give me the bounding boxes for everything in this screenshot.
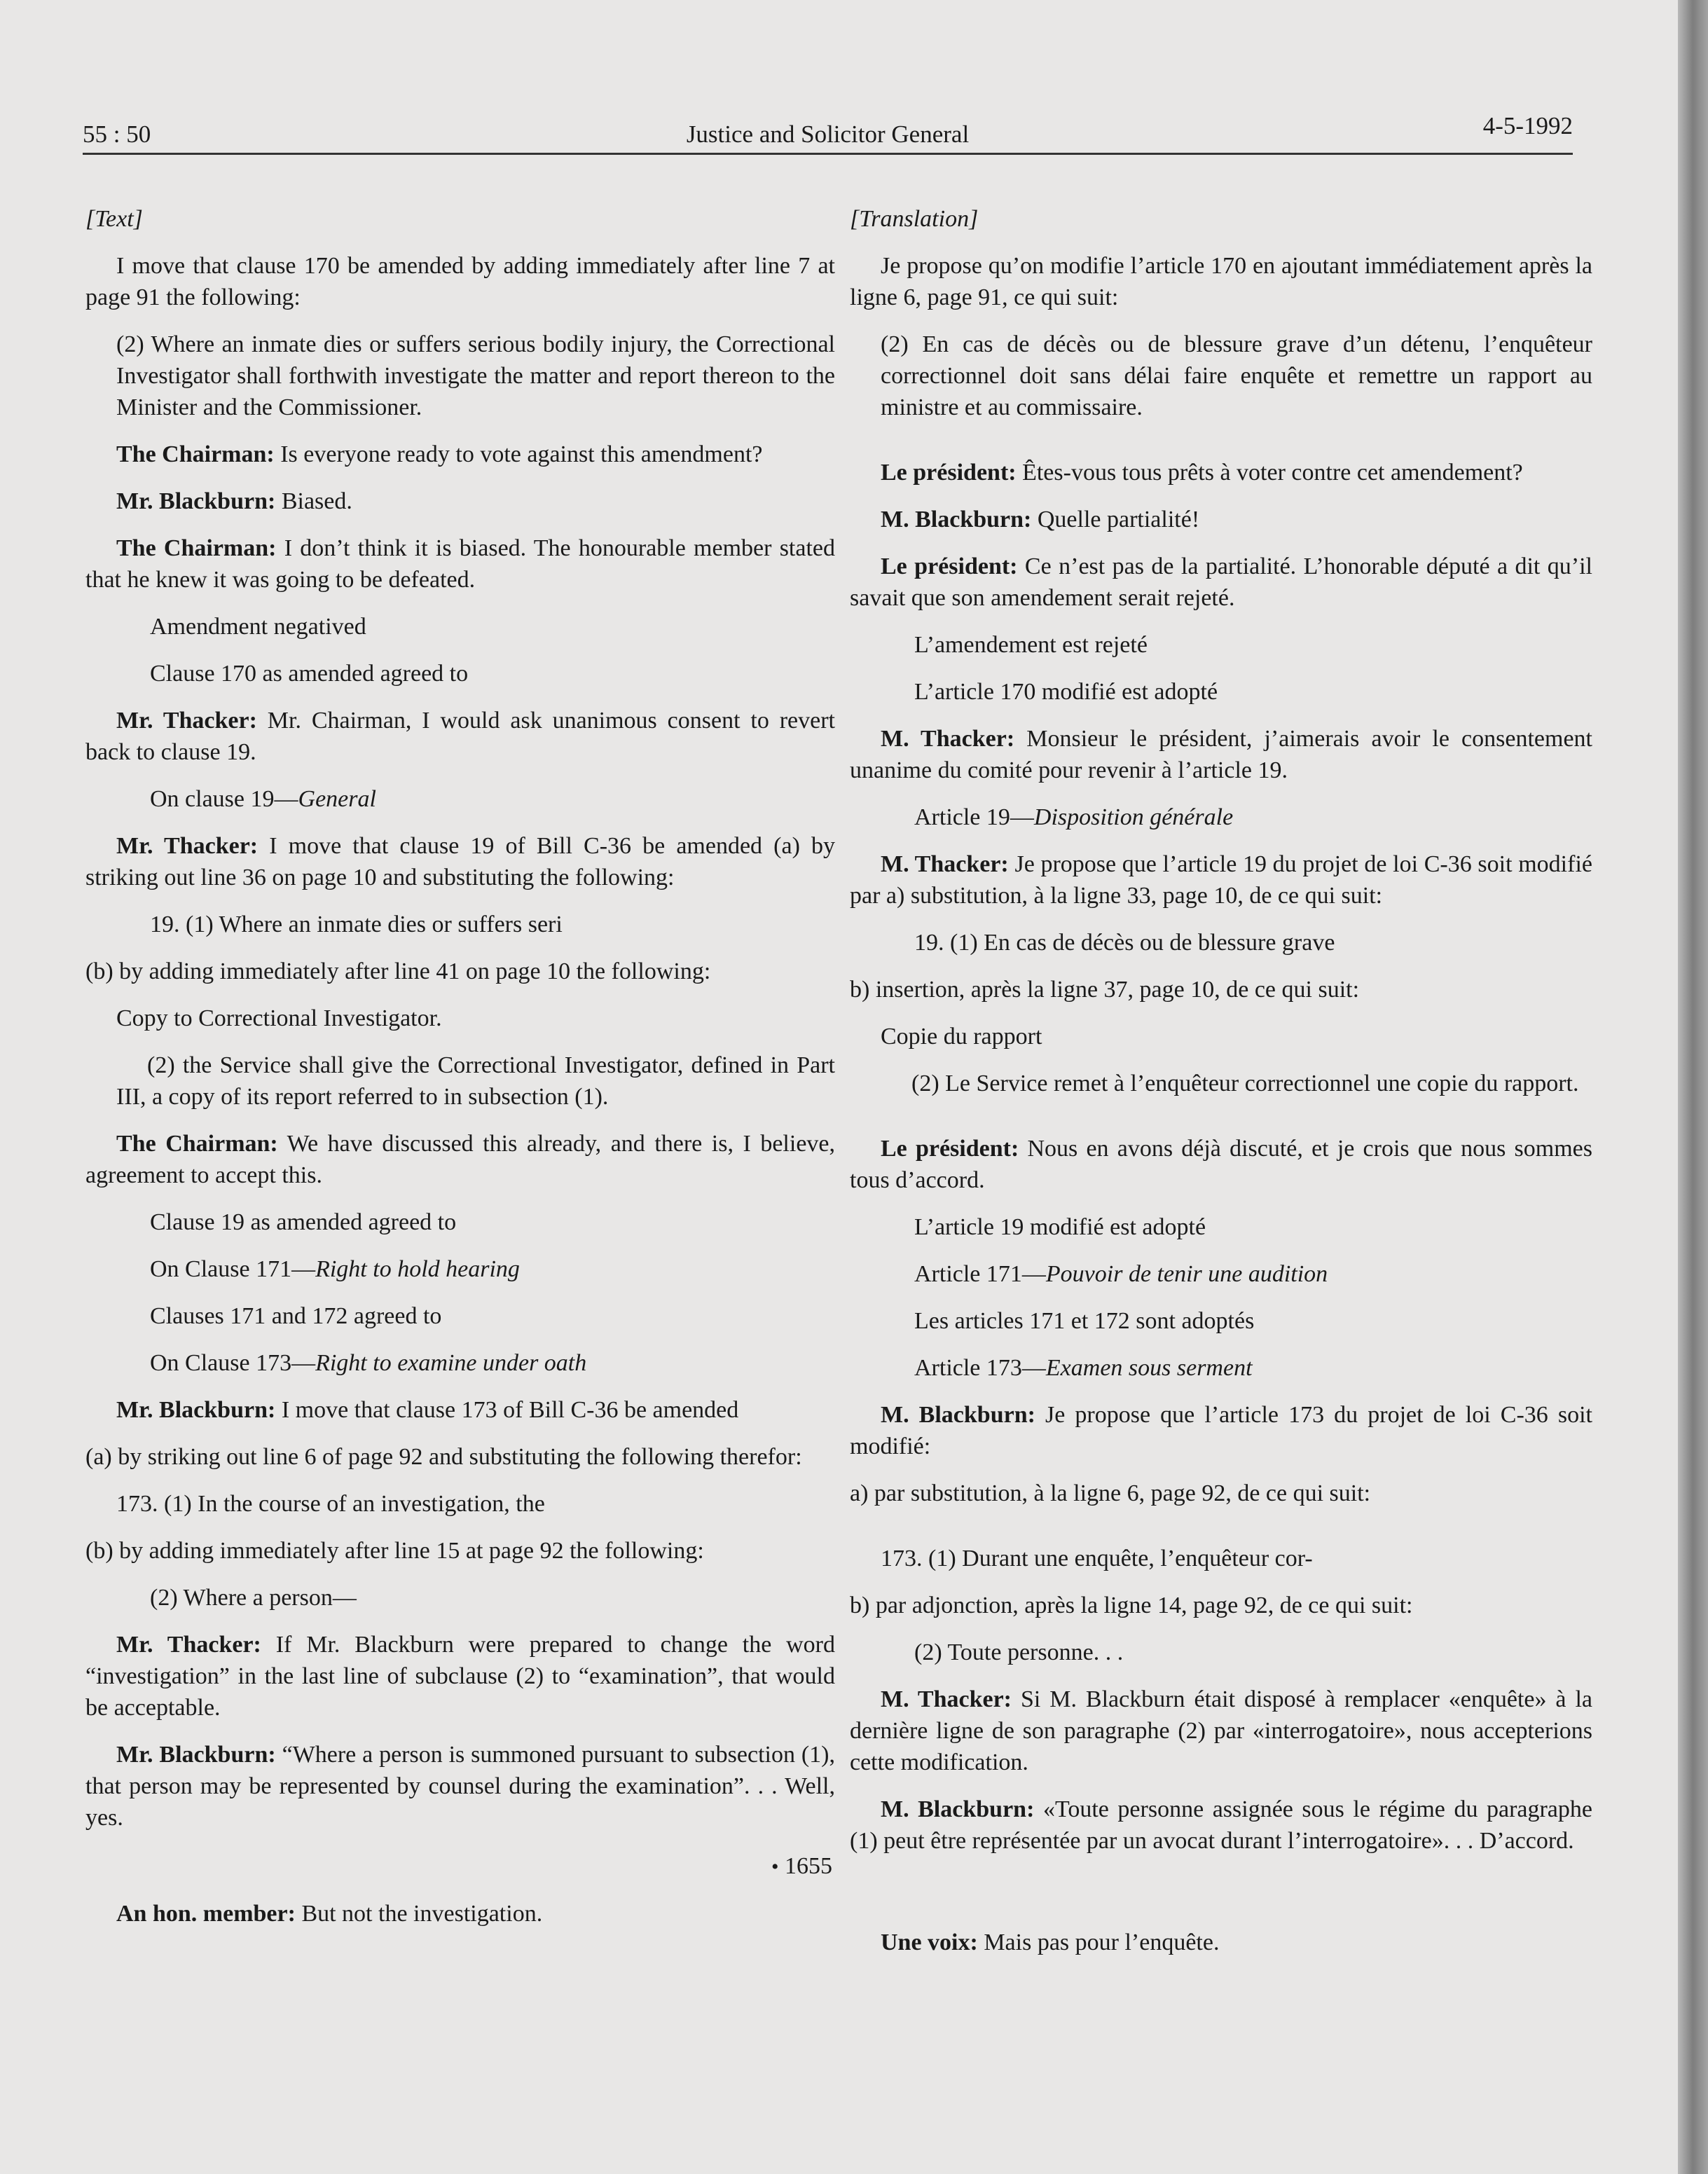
speaker-name: M. Thacker: — [881, 1686, 1012, 1712]
text-tag: [Text] — [85, 206, 143, 232]
page-number: 55 : 50 — [83, 121, 151, 148]
motion-paragraph: (b) by adding immediately after line 41 on page 10 the following: — [85, 958, 711, 984]
clause-ref: On clause 19— — [150, 786, 298, 812]
motion-paragraph: I move that clause 170 be amended by adding immediately after line 7 at page 91 the following: — [85, 253, 835, 310]
procedural-line: Clauses 171 and 172 agreed to — [150, 1303, 442, 1329]
speaker-name: Mr. Blackburn: — [116, 1742, 276, 1768]
running-header — [83, 111, 1573, 155]
procedural-line: Clause 19 as amended agreed to — [150, 1209, 457, 1235]
motion-paragraph: b) par adjonction, après la ligne 14, page 92, de ce qui suit: — [850, 1592, 1413, 1618]
speech-text: I move that clause 173 of Bill C-36 be amended — [275, 1397, 739, 1423]
motion-paragraph: Je propose qu’on modifie l’article 170 en ajoutant immédiatement après la ligne 6, page 91, ce qui suit: — [850, 253, 1592, 310]
procedural-line — [850, 1352, 1592, 1384]
speech-text: Is everyone ready to vote against this amendment? — [274, 441, 763, 467]
speech-text: We have discussed this already, and there is, I believe, agreement to accept this. — [85, 1131, 836, 1188]
speaker-name: M. Blackburn: — [881, 507, 1032, 532]
procedural-line: Clause 170 as amended agreed to — [150, 661, 469, 687]
speaker-name: Mr. Thacker: — [116, 708, 257, 734]
time-value: 1655 — [785, 1853, 832, 1879]
speech-paragraph — [85, 705, 835, 768]
amendment-text: 19. (1) Where an inmate dies or suffers seri — [150, 911, 563, 937]
speech-paragraph — [85, 1394, 835, 1426]
speech-paragraph — [85, 486, 835, 517]
speech-text: Quelle partialité! — [1031, 507, 1200, 532]
amendment-text: (2) Where an inmate dies or suffers serious bodily injury, the Correctional Investigator shall forthwith investigate the matter and report thereon to the Minister and the Commissioner. — [116, 331, 835, 420]
procedural-line — [85, 783, 835, 815]
translation-tag: [Translation] — [850, 206, 979, 232]
time-stamp — [85, 1850, 835, 1883]
speech-text: If Mr. Blackburn were prepared to change the word “investigation” in the last line of subclause (2) to “examination”, that would be acceptable. — [85, 1632, 835, 1721]
speaker-name: M. Thacker: — [881, 851, 1009, 877]
clause-title: Right to hold hearing — [315, 1256, 520, 1282]
speaker-name: Mr. Thacker: — [116, 1632, 261, 1658]
speaker-name: M. Blackburn: — [881, 1796, 1035, 1822]
motion-paragraph: a) par substitution, à la ligne 6, page 92, de ce qui suit: — [850, 1480, 1371, 1506]
procedural-line: Amendment negatived — [150, 614, 366, 640]
clause-title: Right to examine under oath — [315, 1350, 587, 1376]
clause-ref: On Clause 173— — [150, 1350, 316, 1376]
clause-ref: On Clause 171— — [150, 1256, 316, 1282]
speech-text: I don’t think it is biased. The honourable member stated that he knew it was going to be defeated. — [85, 535, 835, 593]
speech-text: Si M. Blackburn était disposé à remplacer «enquête» à la dernière ligne de son paragraphe (2) par «interrogatoire», nous accepterions cette modification. — [850, 1686, 1592, 1775]
speech-text: Mr. Chairman, I would ask unanimous consent to revert back to clause 19. — [85, 708, 835, 765]
speaker-name: Le président: — [881, 1136, 1019, 1162]
speech-paragraph — [850, 504, 1592, 535]
speaker-name: The Chairman: — [116, 1131, 278, 1157]
speech-paragraph — [850, 1794, 1592, 1857]
french-column — [850, 203, 1592, 1974]
page-binding-edge — [1678, 0, 1708, 2174]
speech-paragraph — [850, 551, 1592, 614]
speech-text: Ce n’est pas de la partialité. L’honorable député a dit qu’il savait que son amendement serait rejeté. — [850, 553, 1592, 611]
procedural-line: L’article 170 modifié est adopté — [914, 679, 1218, 705]
speech-paragraph — [85, 1629, 835, 1724]
clause-ref: Article 19— — [914, 804, 1034, 830]
speech-text: But not the investigation. — [295, 1901, 543, 1927]
amendment-text: 173. (1) Durant une enquête, l’enquêteur cor- — [881, 1546, 1313, 1571]
speaker-name: Mr. Blackburn: — [116, 488, 276, 514]
amendment-text: (2) Le Service remet à l’enquêteur correctionnel une copie du rapport. — [911, 1071, 1579, 1096]
speech-paragraph — [85, 532, 835, 596]
amendment-text: Copie du rapport — [881, 1024, 1042, 1050]
speaker-name: An hon. member: — [116, 1901, 296, 1927]
procedural-line — [850, 802, 1592, 833]
motion-paragraph: (b) by adding immediately after line 15 at page 92 the following: — [85, 1538, 704, 1564]
clause-title: Examen sous serment — [1045, 1355, 1253, 1381]
speaker-name: Mr. Blackburn: — [116, 1397, 276, 1423]
speech-paragraph — [850, 1684, 1592, 1778]
speech-text: Je propose que l’article 173 du projet de loi C-36 soit modifié: — [850, 1402, 1592, 1459]
clause-title: General — [298, 786, 376, 812]
speaker-name: Le président: — [881, 553, 1018, 579]
clause-title: Pouvoir de tenir une audition — [1045, 1261, 1328, 1287]
amendment-text: (2) the Service shall give the Correctional Investigator, defined in Part III, a copy of its report referred to in subsection (1). — [116, 1052, 835, 1110]
procedural-line: L’article 19 modifié est adopté — [914, 1214, 1206, 1240]
motion-paragraph: b) insertion, après la ligne 37, page 10, de ce qui suit: — [850, 977, 1360, 1003]
speech-paragraph — [85, 1739, 835, 1834]
speech-paragraph — [85, 830, 835, 893]
procedural-line: L’amendement est rejeté — [914, 632, 1148, 658]
speech-text: “Where a person is summoned pursuant to subsection (1), that person may be represented by counsel during the examination”. . . Well, yes. — [85, 1742, 835, 1831]
header-date: 4-5-1992 — [1482, 112, 1573, 139]
motion-paragraph: (a) by striking out line 6 of page 92 and substituting the following therefor: — [85, 1444, 802, 1470]
clause-ref: Article 171— — [914, 1261, 1046, 1287]
speaker-name: M. Blackburn: — [881, 1402, 1035, 1428]
speaker-name: The Chairman: — [116, 441, 275, 467]
speech-paragraph — [850, 723, 1592, 786]
procedural-line — [85, 1253, 835, 1285]
clause-title: Disposition générale — [1033, 804, 1234, 830]
speech-text: Mais pas pour l’enquête. — [977, 1929, 1220, 1955]
speech-text: Biased. — [275, 488, 352, 514]
procedural-line — [85, 1347, 835, 1379]
speech-paragraph — [85, 1128, 835, 1191]
speech-text: Je propose que l’article 19 du projet de loi C-36 soit modifié par a) substitution, à la ligne 33, page 10, de ce qui suit: — [850, 851, 1592, 909]
speaker-name: M. Thacker: — [881, 726, 1015, 752]
amendment-text: Copy to Correctional Investigator. — [116, 1005, 442, 1031]
speech-paragraph — [85, 439, 835, 470]
header-title: Justice and Solicitor General — [686, 121, 970, 148]
speaker-name: Une voix: — [881, 1929, 978, 1955]
bullet-icon: • — [771, 1855, 779, 1878]
procedural-line — [850, 1258, 1592, 1290]
amendment-text: (2) Where a person— — [150, 1585, 357, 1611]
speech-paragraph — [850, 1133, 1592, 1196]
speech-paragraph — [85, 1898, 835, 1929]
speech-paragraph — [850, 1927, 1592, 1958]
speech-paragraph — [850, 1399, 1592, 1462]
speech-paragraph — [850, 848, 1592, 911]
speaker-name: Mr. Thacker: — [116, 833, 259, 859]
speech-paragraph — [850, 457, 1592, 488]
amendment-text: (2) Toute personne. . . — [914, 1639, 1124, 1665]
speech-text: Êtes-vous tous prêts à voter contre cet amendement? — [1016, 460, 1523, 486]
speech-text: «Toute personne assignée sous le régime du paragraphe (1) peut être représentée par un avocat durant l’interrogatoire». . . D’accord. — [850, 1796, 1592, 1854]
amendment-text: 19. (1) En cas de décès ou de blessure grave — [914, 930, 1335, 956]
english-column — [85, 203, 835, 1945]
amendment-text: 173. (1) In the course of an investigation, the — [116, 1491, 545, 1517]
speech-text: I move that clause 19 of Bill C-36 be amended (a) by striking out line 36 on page 10 and substituting the following: — [85, 833, 835, 890]
speaker-name: Le président: — [881, 460, 1017, 486]
clause-ref: Article 173— — [914, 1355, 1046, 1381]
speaker-name: The Chairman: — [116, 535, 277, 561]
speech-text: Nous en avons déjà discuté, et je crois que nous sommes tous d’accord. — [850, 1136, 1592, 1193]
procedural-line: Les articles 171 et 172 sont adoptés — [914, 1308, 1255, 1334]
speech-text: Monsieur le président, j’aimerais avoir le consentement unanime du comité pour revenir à l’article 19. — [850, 726, 1592, 783]
amendment-text: (2) En cas de décès ou de blessure grave d’un détenu, l’enquêteur correctionnel doit sans délai faire enquête et remettre un rapport au ministre et au commissaire. — [881, 331, 1592, 420]
